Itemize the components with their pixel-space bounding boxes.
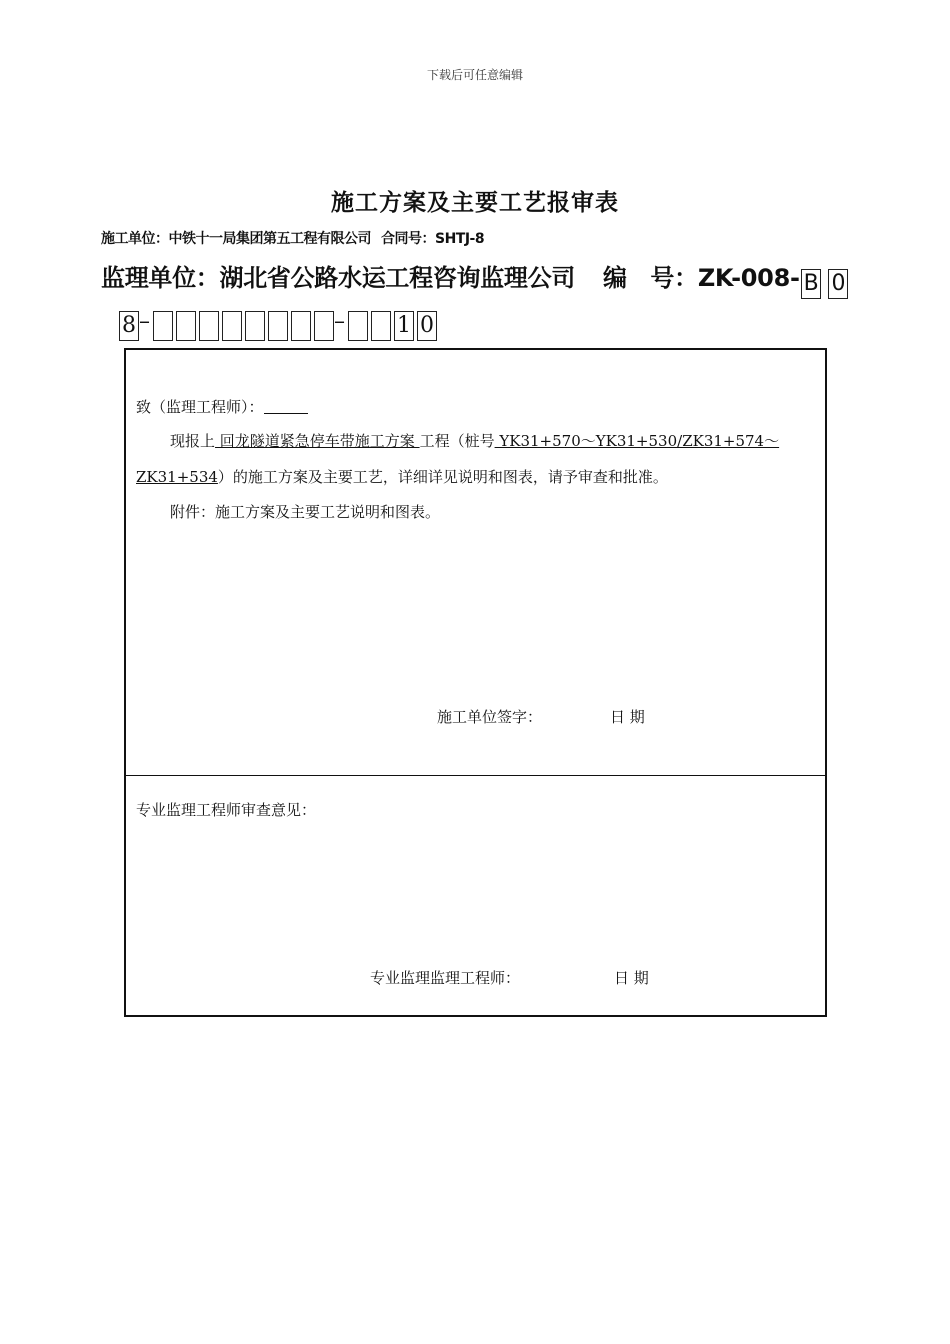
serial-box-1: 1 (394, 311, 414, 341)
contractor-signature-label: 施工单位签字： (437, 708, 543, 726)
serial-empty-box (199, 311, 219, 341)
attachment-line: 附件：施工方案及主要工艺说明和图表。 (170, 503, 441, 521)
serial-empty-box (176, 311, 196, 341)
document-number-box-1: B (801, 269, 822, 299)
serial-dash-1: – (139, 309, 150, 334)
contractor-unit-value: 中铁十一局集团第五工程有限公司 (168, 231, 371, 247)
serial-box-2: 0 (417, 311, 437, 341)
review-opinion-label: 专业监理工程师审查意见： (136, 801, 317, 819)
serial-empty-box (348, 311, 368, 341)
addressee-label: 致（监理工程师）： (136, 398, 264, 416)
serial-empty-box (222, 311, 242, 341)
report-line-2 (136, 466, 668, 487)
serial-empty-box (314, 311, 334, 341)
stake-range-1: YK31+570～YK31+530/ZK31+574～ (494, 432, 780, 450)
serial-empty-box (245, 311, 265, 341)
serial-dash-2: – (334, 309, 345, 334)
contract-number-label: 合同号： (381, 231, 435, 247)
addressee-line (136, 396, 308, 417)
serial-empty-box (268, 311, 288, 341)
stake-range-2: ZK31+534 (136, 468, 218, 486)
report-line-1 (170, 430, 779, 451)
engineering-label: 工程（桩号 (419, 432, 495, 450)
serial-empty-box (291, 311, 311, 341)
contractor-date-label: 日 期 (610, 708, 645, 726)
review-section (126, 777, 825, 1015)
submission-section (126, 350, 825, 776)
approval-form (124, 348, 827, 1017)
engineer-signature-label: 专业监理监理工程师： (370, 969, 521, 987)
document-number-label: 编 号： (603, 264, 698, 292)
addressee-blank[interactable] (264, 399, 308, 414)
supervisor-line (101, 258, 848, 299)
report-suffix: ）的施工方案及主要工艺，详细详见说明和图表，请予审查和批准。 (217, 468, 668, 486)
contractor-line (101, 228, 484, 248)
document-number-value: ZK-008- (697, 264, 800, 292)
contractor-unit-label: 施工单位： (101, 231, 169, 247)
supervisor-unit-label: 监理单位： (101, 264, 220, 292)
serial-empty-box (371, 311, 391, 341)
contract-number-value: SHTJ-8 (435, 231, 485, 247)
serial-box-lead: 8 (119, 311, 139, 341)
engineer-date-label: 日 期 (614, 969, 649, 987)
serial-empty-box (153, 311, 173, 341)
document-number-box-2: 0 (828, 269, 848, 299)
serial-number-line (116, 309, 437, 341)
supervisor-unit-value: 湖北省公路水运工程咨询监理公司 (219, 264, 575, 292)
report-prefix: 现报上 (170, 432, 216, 450)
project-name: 回龙隧道紧急停车带施工方案 (215, 432, 420, 450)
header-note: 下载后可任意编辑 (426, 68, 523, 82)
page-title: 施工方案及主要工艺报审表 (331, 190, 619, 216)
